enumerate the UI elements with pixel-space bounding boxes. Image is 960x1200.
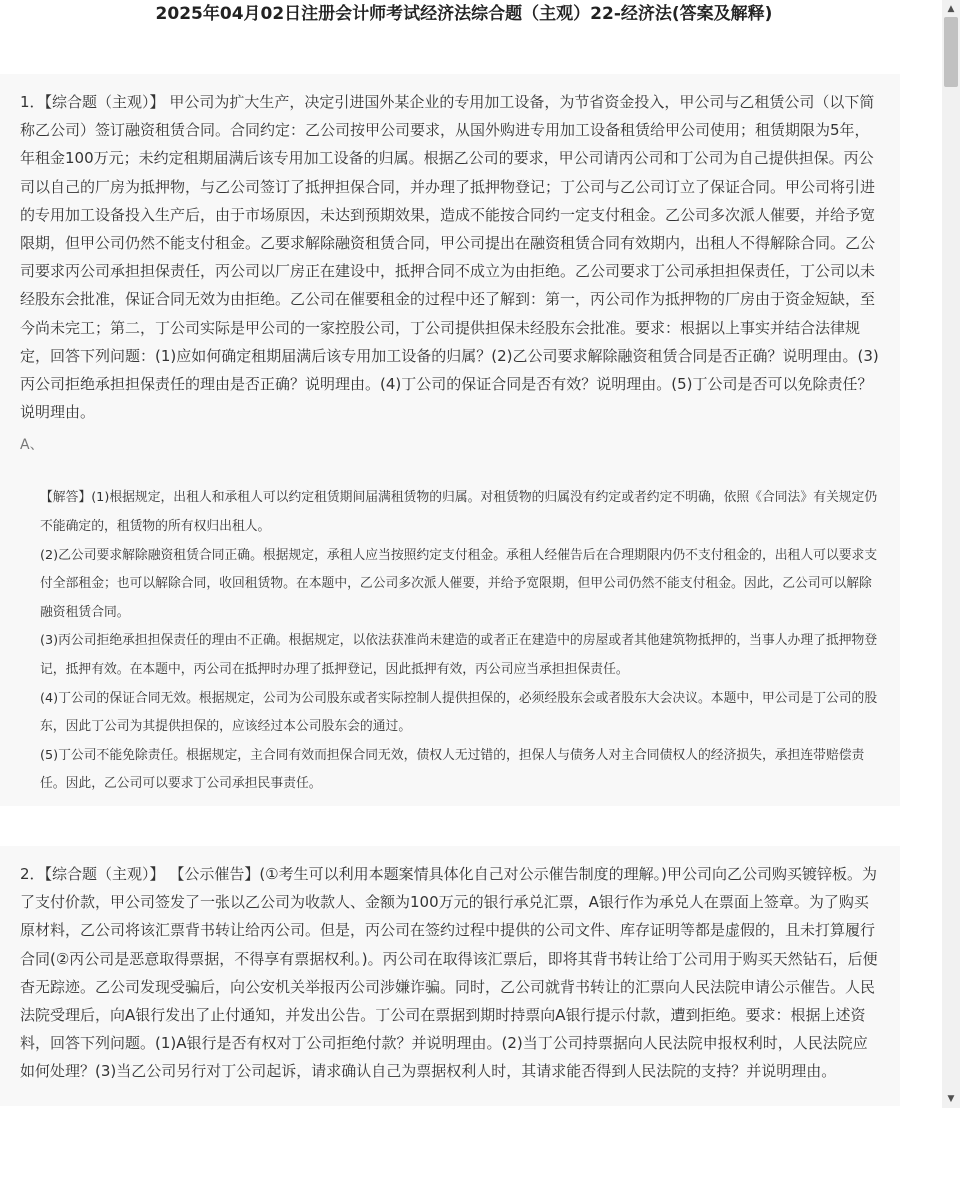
vertical-scrollbar[interactable] [942,0,960,1108]
answer-paragraph-5: (5)丁公司不能免除责任。根据规定，主合同有效而担保合同无效，债权人无过错的，担保人与债务人对主合同债权人的经济损失，承担连带赔偿责任。因此，乙公司可以要求丁公司承担民事责任。 [40,747,865,792]
question-card-1 [0,74,900,806]
scrollbar-thumb[interactable] [944,17,958,87]
answer-paragraph-2: (2)乙公司要求解除融资租赁合同正确。根据规定，承租人应当按照约定支付租金。承租人经催告后在合理期限内仍不支付租金的，出租人可以要求支付全部租金；也可以解除合同，收回租赁物。在本题中，乙公司多次派人催要，并给予宽限期，但甲公司仍然不能支付租金。因此，乙公司可以解除融资租赁合同。 [40,547,878,620]
question-1-option-a: A、 [20,437,44,454]
question-card-2 [0,846,900,1106]
scroll-down-arrow-icon[interactable]: ▼ [947,1094,955,1104]
scroll-up-arrow-icon[interactable]: ▲ [947,4,955,14]
page-title: 2025年04月02日注册会计师考试经济法综合题（主观）22-经济法(答案及解释) [155,4,773,24]
answer-paragraph-4: (4)丁公司的保证合同无效。根据规定，公司为公司股东或者实际控制人提供担保的，必须经股东会或者股东大会决议。本题中，甲公司是丁公司的股东，因此丁公司为其提供担保的，应该经过本公司股东会的通过。 [40,690,878,735]
question-1-answer [40,484,880,799]
question-1-text: 1．【综合题（主观）】 甲公司为扩大生产，决定引进国外某企业的专用加工设备，为节省资金投入，甲公司与乙租赁公司（以下简称乙公司）签订融资租赁合同。合同约定：乙公司按甲公司要求，从国外购进专用加工设备租赁给甲公司使用；租赁期限为5年，年租金100万元；未约定租期届满后该专用加工设备的归属。根据乙公司的要求，甲公司请丙公司和丁公司为自己提供担保。丙公司以自己的厂房为抵押物，与乙公司签订了抵押担保合同，并办理了抵押物登记；丁公司与乙公司订立了保证合同。甲公司将引进的专用加工设备投入生产后，由于市场原因，未达到预期效果，造成不能按合同约一定支付租金。乙公司多次派人催要，并给予宽限期，但甲公司仍然不能支付租金。乙要求解除融资租赁合同，甲公司提出在融资租赁合同有效期内，出租人不得解除合同。乙公司要求丙公司承担担保责任，丙公司以厂房正在建设中，抵押合同不成立为由拒绝。乙公司要求丁公司承担担保责任，丁公司以未经股东会批准，保证合同无效为由拒绝。乙公司在催要租金的过程中还了解到：第一，丙公司作为抵押物的厂房由于资金短缺，至今尚未完工；第二，丁公司实际是甲公司的一家控股公司，丁公司提供担保未经股东会批准。要求：根据以上事实并结合法律规定，回答下列问题：(1)应如何确定租期届满后该专用加工设备的归属？(2)乙公司要求解除融资租赁合同是否正确？说明理由。(3)丙公司拒绝承担担保责任的理由是否正确？说明理由。(4)丁公司的保证合同是否有效？说明理由。(5)丁公司是否可以免除责任？说明理由。 [20,93,879,422]
answer-paragraph-1: 【解答】(1)根据规定，出租人和承租人可以约定租赁期间届满租赁物的归属。对租赁物的归属没有约定或者约定不明确，依照《合同法》有关规定仍不能确定的，租赁物的所有权归出租人。 [40,490,878,535]
answer-paragraph-3: (3)丙公司拒绝承担担保责任的理由不正确。根据规定，以依法获准尚未建造的或者正在建造中的房屋或者其他建筑物抵押的，当事人办理了抵押物登记，抵押有效。在本题中，丙公司在抵押时办理了抵押登记，因此抵押有效，丙公司应当承担担保责任。 [40,633,878,677]
question-2-text: 2．【综合题（主观）】 【公示催告】(①考生可以利用本题案情具体化自己对公示催告制度的理解。)甲公司向乙公司购买镀锌板。为了支付价款，甲公司签发了一张以乙公司为收款人、金额为100万元的银行承兑汇票，A银行作为承兑人在票面上签章。为了购买原材料，乙公司将该汇票背书转让给丙公司。但是，丙公司在签约过程中提供的公司文件、库存证明等都是虚假的，且未打算履行合同(②丙公司是恶意取得票据，不得享有票据权利。)。丙公司在取得该汇票后，即将其背书转让给丁公司用于购买天然钻石，后便杳无踪迹。乙公司发现受骗后，向公安机关举报丙公司涉嫌诈骗。同时，乙公司就背书转让的汇票向人民法院申请公示催告。人民法院受理后，向A银行发出了止付通知，并发出公告。丁公司在票据到期时持票向A银行提示付款，遭到拒绝。要求：根据上述资料，回答下列问题。(1)A银行是否有权对丁公司拒绝付款？并说明理由。(2)当丁公司持票据向人民法院申报权利时，人民法院应如何处理？(3)当乙公司另行对丁公司起诉，请求确认自己为票据权利人时，其请求能否得到人民法院的支持？并说明理由。 [20,865,878,1081]
